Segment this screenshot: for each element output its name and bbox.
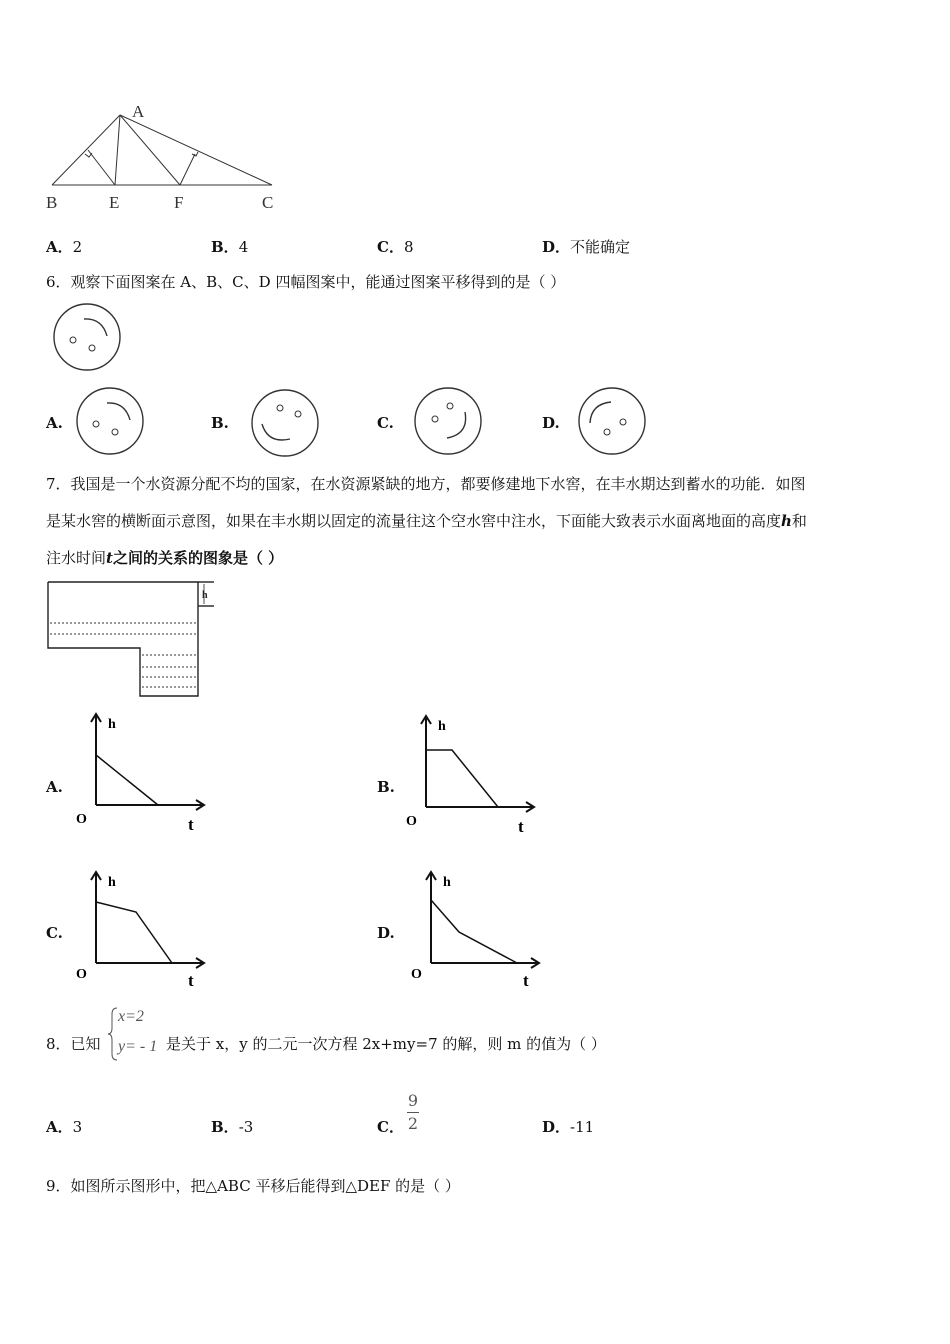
q7-a-origin: O xyxy=(76,812,87,827)
q7-d-axis-t: t xyxy=(523,971,529,990)
q6-option-d[interactable]: D. xyxy=(542,414,560,432)
q5-label-C: C xyxy=(262,193,274,212)
q7-d-origin: O xyxy=(411,967,422,982)
q6-option-c-face xyxy=(413,386,483,456)
q5-option-c[interactable]: C．8 xyxy=(377,238,414,256)
q7-question-line1: 7．我国是一个水资源分配不均的国家，在水资源紧缺的地方，都要修建地下水窖，在丰水期达到蓄水的功能．如图 xyxy=(46,475,806,493)
q5-label-A: A xyxy=(132,102,145,121)
q6-option-b[interactable]: B. xyxy=(211,414,229,432)
q8-option-a[interactable]: A．3 xyxy=(46,1118,83,1136)
q7-diagram-h-label: h xyxy=(202,590,208,601)
q5-option-a[interactable]: A．2 xyxy=(46,238,83,256)
q7-a-axis-h: h xyxy=(108,717,116,732)
q7-a-curve xyxy=(96,755,158,805)
q7-option-b-graph xyxy=(400,712,545,837)
q6-option-a-face xyxy=(75,386,145,456)
q6-option-d-face xyxy=(577,386,647,456)
q8-eq-x: x=2 xyxy=(118,1008,144,1025)
q7-c-axis-h: h xyxy=(108,875,116,890)
q7-c-curve xyxy=(96,902,172,963)
q5-triangle-figure xyxy=(40,95,285,215)
q8-equation-system xyxy=(107,1006,167,1064)
q7-option-d-graph xyxy=(405,868,550,993)
q7-option-d[interactable]: D. xyxy=(377,924,395,942)
q7-b-axis-t: t xyxy=(518,817,524,836)
q5-label-E: E xyxy=(109,193,120,212)
q6-reference-face xyxy=(52,302,122,372)
q8-question-pre: 8．已知 xyxy=(46,1035,101,1053)
q7-cellar-diagram xyxy=(44,578,219,702)
q8-option-c-fraction: 9 2 xyxy=(407,1091,419,1133)
q8-eq-y: y= - 1 xyxy=(118,1038,158,1055)
q7-d-axis-h: h xyxy=(443,875,451,890)
q8-option-d[interactable]: D．-11 xyxy=(542,1118,595,1136)
q7-question-line3: 注水时间t之间的关系的图象是（ ） xyxy=(46,549,284,567)
q7-b-origin: O xyxy=(406,814,417,829)
q5-label-F: F xyxy=(174,193,184,212)
q5-option-d[interactable]: D．不能确定 xyxy=(542,238,631,256)
q6-question-text: 6．观察下面图案在 A、B、C、D 四幅图案中，能通过图案平移得到的是（ ） xyxy=(46,273,566,291)
q8-option-c[interactable]: C． xyxy=(377,1118,404,1136)
q5-label-B: B xyxy=(46,193,58,212)
q7-b-axis-h: h xyxy=(438,719,446,734)
q7-question-line2: 是某水窖的横断面示意图，如果在丰水期以固定的流量往这个空水窖中注水，下面能大致表示水面离地面的高度h和 xyxy=(46,512,807,530)
q7-option-c-graph xyxy=(70,868,215,993)
q7-a-axis-t: t xyxy=(188,815,194,834)
q7-option-b[interactable]: B. xyxy=(377,778,395,796)
q6-option-b-face xyxy=(250,388,320,458)
q5-option-b[interactable]: B．4 xyxy=(211,238,249,256)
q7-c-axis-t: t xyxy=(188,971,194,990)
q9-question-text: 9．如图所示图形中，把△ABC 平移后能得到△DEF 的是（ ） xyxy=(46,1177,460,1195)
q7-option-a-graph xyxy=(70,710,215,835)
q6-option-c[interactable]: C. xyxy=(377,414,394,432)
q7-b-curve xyxy=(426,750,498,807)
q7-option-a[interactable]: A. xyxy=(46,778,63,796)
q6-option-a[interactable]: A. xyxy=(46,414,63,432)
q8-question-post: 是关于 x，y 的二元一次方程 2x+my=7 的解，则 m 的值为（ ） xyxy=(166,1035,606,1053)
q7-option-c[interactable]: C. xyxy=(46,924,63,942)
q7-c-origin: O xyxy=(76,967,87,982)
q7-d-curve xyxy=(431,900,517,963)
q8-option-b[interactable]: B．-3 xyxy=(211,1118,254,1136)
